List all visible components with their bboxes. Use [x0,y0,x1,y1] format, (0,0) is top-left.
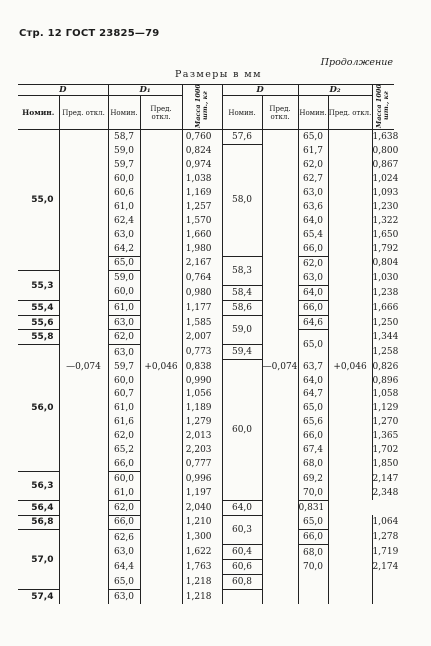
d1-val: 63,0 [108,315,140,330]
d2-val: 66,0 [298,530,328,545]
d2-val: 64,7 [298,388,328,402]
d1-val: 58,7 [108,130,140,145]
mass-val: 1,038 [182,172,222,186]
mid-empty [222,590,262,604]
d1-tol: +0,046 [140,130,182,604]
mass2-val: 1,792 [372,242,394,256]
d1-val: 59,7 [108,360,140,374]
d2-tol: +0,046 [328,130,372,604]
hdr-nom: Номин. [18,96,59,130]
mass2-val: 1,058 [372,389,399,400]
mass2-val: 2,147 [372,471,394,485]
mass2-val: 1,278 [372,530,394,545]
d2-empty [298,575,328,590]
d1-val: 61,0 [108,401,140,415]
d2-val: 65,6 [298,415,328,429]
d-group: 55,4 [18,300,59,315]
mass-val: 0,777 [182,457,222,471]
mass2-val: 2,174 [372,560,394,575]
mass-val: 1,056 [182,388,222,402]
mass-val: 2,013 [182,429,222,443]
mass-val: 1,218 [182,575,222,590]
d2-val: 65,4 [298,228,328,242]
hdr-nom-d: Номин. [222,96,262,130]
d2-empty [298,590,328,604]
d-group: 56,3 [18,471,59,500]
continuation-label: Продолжение [320,57,393,68]
mass-val: 1,218 [182,590,222,604]
d2-val: 62,7 [298,172,328,186]
mass2-val: 1,129 [372,403,399,414]
page-header: Стр. 12 ГОСТ 23825—79 [19,28,160,39]
mass2-val: 2,348 [372,486,394,500]
d1-val: 60,0 [108,374,140,388]
mass2-val: 1,270 [372,417,399,428]
mass-val: 1,189 [182,401,222,415]
d1-val: 61,6 [108,415,140,429]
mass2-val: 1,666 [372,300,394,315]
d-group: 55,6 [18,315,59,330]
d1-val: 65,0 [108,575,140,590]
d2-val: 65,0 [298,401,328,415]
mass-val: 0,760 [182,130,222,145]
d1-val: 65,0 [108,256,140,271]
mid-nom: 59,4 [222,345,262,360]
mass2-val: 1,850 [372,457,394,471]
mass2-empty [372,575,394,590]
d1-val: 62,4 [108,214,140,228]
col-d: D [18,85,108,96]
units-caption: Размеры в мм [175,69,262,80]
hdr-tol-d2: Пред. откл. [328,96,372,130]
mid-nom: 60,8 [222,575,262,590]
hdr-nom-d1: Номин. [108,96,140,130]
hdr-tol: Пред. откл. [59,96,108,130]
mass-val: 0,990 [182,374,222,388]
d2-val: 64,6 [298,315,328,330]
mass-val: 1,257 [182,200,222,214]
d1-val: 63,0 [108,545,140,560]
mass2-val: 0,826 [372,361,399,372]
mass2-val: 0,800 [372,146,399,157]
d-tol: —0,074 [59,130,108,604]
d-group: 55,8 [18,330,59,345]
d1-val: 60,0 [108,471,140,485]
mass-val: 1,570 [182,214,222,228]
mass2-val: 1,365 [372,431,399,442]
mass2-val: 0,896 [372,375,399,386]
d2-val: 63,7 [298,360,328,374]
mass2-val: 0,867 [372,160,399,171]
d1-val: 64,4 [108,560,140,575]
col-mass-2: Масса 1000 шт., кг [372,85,394,130]
hdr-nom-d2: Номин. [298,96,328,130]
d-group: 56,4 [18,500,59,515]
d1-val: 59,7 [108,158,140,172]
hdr-tol-d1: Пред. откл. [140,96,182,130]
col-d1: D₁ [108,85,182,96]
d2-val: 68,0 [298,457,328,471]
mass-val: 1,197 [182,486,222,500]
d1-val: 63,0 [108,228,140,242]
hdr-tol-d: Пред. откл. [262,96,298,130]
mass2-val: 1,322 [372,215,399,226]
d2-val: 64,0 [222,500,262,515]
mass2-val: 0,804 [372,256,394,271]
d1-val: 63,0 [108,590,140,604]
d2-val: 63,0 [298,186,328,200]
d1-val: 60,6 [108,186,140,200]
mass-val: 0,773 [182,345,222,360]
mid-nom: 60,3 [222,515,262,545]
mass-val: 2,203 [182,443,222,457]
mid-nom: 58,3 [222,256,262,285]
d2-val: 68,0 [298,545,328,560]
d-group: 55,0 [18,130,59,271]
d1-val: 60,7 [108,388,140,402]
mass-val: 0,996 [182,471,222,485]
mass2-val: 1,093 [372,188,399,198]
col-mass-1: Масса 1000 шт., кг [182,85,222,130]
mid-nom: 60,0 [222,360,262,500]
d1-val: 60,0 [108,285,140,300]
col-d-2: D [222,85,298,96]
mass-val: 0,980 [182,285,222,300]
d1-val: 62,0 [108,330,140,345]
mass-val: 0,764 [182,271,222,285]
mid-nom: 57,6 [222,130,262,145]
d2-val: 65,0 [298,515,328,530]
d2-val: 62,0 [298,158,328,172]
mass-val: 1,622 [182,545,222,560]
d2-val: 64,0 [298,374,328,388]
mass-val: 1,980 [182,242,222,256]
d2-val: 65,0 [298,130,328,145]
mid-nom: 60,4 [222,545,262,560]
mid-nom: 58,0 [222,144,262,256]
d-group: 56,0 [18,345,59,472]
d1-val: 59,0 [108,144,140,158]
d2-val: 64,0 [298,285,328,300]
mid-nom: 58,6 [222,300,262,315]
mid-tol: —0,074 [262,130,298,604]
mass2-val: 1,719 [372,545,394,560]
mass-val: 1,279 [182,415,222,429]
d1-val: 61,0 [108,300,140,315]
d1-val: 59,0 [108,271,140,285]
d1-val: 64,2 [108,242,140,256]
mass-val: 0,974 [182,158,222,172]
d2-val: 69,2 [298,471,328,485]
d2-val: 66,0 [298,242,328,256]
mass-val: 1,177 [182,300,222,315]
mid-nom: 58,4 [222,285,262,300]
mass2-val: 1,638 [372,130,394,145]
d1-val: 65,2 [108,443,140,457]
mass-val: 1,585 [182,315,222,330]
mass-val: 0,838 [182,360,222,374]
mass2-val: 1,064 [372,515,394,530]
mass-val: 1,210 [182,515,222,530]
d2-val: 64,0 [298,214,328,228]
mid-nom: 60,6 [222,560,262,575]
mass2-val: 1,250 [372,315,394,330]
d1-val: 63,0 [108,345,140,360]
mass2-val: 1,238 [372,285,394,300]
d1-val: 61,0 [108,486,140,500]
d2-val: 70,0 [298,560,328,575]
d1-val: 66,0 [108,457,140,471]
d-group: 57,4 [31,591,54,602]
d1-val: 62,6 [108,530,140,545]
d2-val: 61,7 [298,144,328,158]
mass-val: 1,169 [182,186,222,200]
mass2-val: 0,831 [298,500,328,515]
mass-val: 2,167 [182,256,222,271]
mass2-val: 1,344 [372,330,394,345]
mass-val: 0,824 [182,144,222,158]
d1-val: 66,0 [108,515,140,530]
mass2-val: 1,030 [372,271,394,285]
d-group: 55,3 [18,271,59,300]
mass2-empty [372,590,394,604]
d2-val: 67,4 [298,443,328,457]
d2-val: 65,0 [298,330,328,360]
mid-nom: 59,0 [222,315,262,345]
d-group: 56,8 [18,515,59,530]
d1-val: 61,0 [108,200,140,214]
dimensions-table [18,83,399,604]
d1-val: 60,0 [108,172,140,186]
mass2-val: 1,702 [372,445,399,456]
mass2-val: 1,650 [372,229,399,240]
d2-val: 66,0 [298,429,328,443]
mass-val: 1,300 [182,530,222,545]
col-d2: D₂ [298,85,372,96]
d2-val: 63,6 [298,200,328,214]
d1-val: 62,0 [108,429,140,443]
d1-val: 62,0 [108,500,140,515]
mass2-val: 1,258 [372,345,394,360]
d-group: 57,0 [18,530,59,590]
d2-val: 70,0 [298,486,328,500]
mass2-val: 1,230 [372,201,399,212]
mass-val: 2,007 [182,330,222,345]
d2-val: 66,0 [298,300,328,315]
d2-val: 63,0 [298,271,328,285]
d2-val: 62,0 [298,256,328,271]
mass-val: 2,040 [182,500,222,515]
mass-val: 1,763 [182,560,222,575]
mass-val: 1,660 [182,228,222,242]
mass2-val: 1,024 [372,174,399,185]
